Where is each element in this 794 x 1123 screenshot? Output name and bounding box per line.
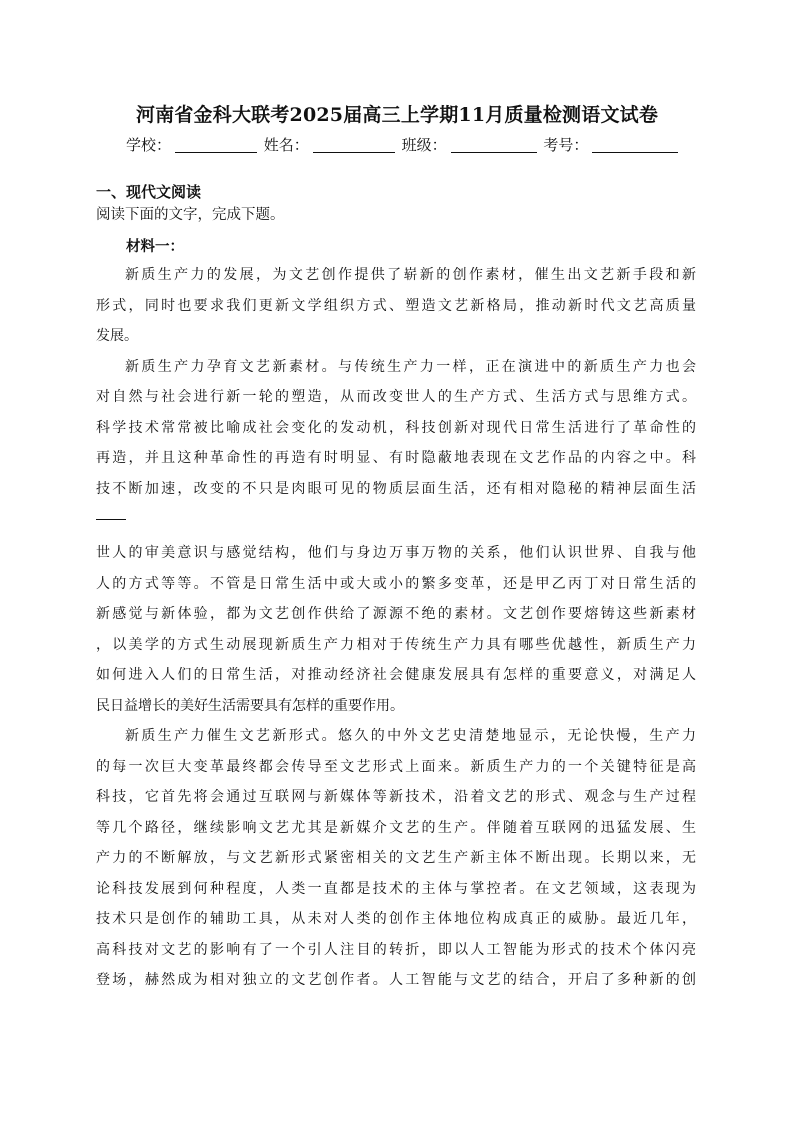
passage-line: 科学技术常常被比喻成社会变化的发动机，科技创新对现代日常生活进行了革命性的: [96, 419, 696, 436]
exam-title: 河南省金科大联考2025届高三上学期11月质量检测语文试卷: [135, 104, 659, 126]
passage-line: 形式，同时也要求我们更新文学组织方式、塑造文艺新格局，推动新时代文艺高质量: [96, 297, 696, 314]
em-dash-rule: [96, 519, 126, 520]
material-label: 材料一：: [126, 238, 184, 255]
exam-number-blank[interactable]: [592, 136, 678, 153]
em-dash-line: [96, 504, 696, 535]
class-blank[interactable]: [451, 136, 537, 153]
passage-line: 等几个路径，继续影响文艺尤其是新媒介文艺的生产。伴随着互联网的迅猛发展、生: [96, 819, 696, 836]
passage-line: 技术只是创作的辅助工具，从未对人类的创作主体地位构成真正的威胁。最近几年，: [96, 911, 696, 927]
name-label: 姓名：: [263, 136, 309, 154]
passage-line: 人的方式等等。不管是日常生活中或大或小的繁多变革，还是甲乙丙丁对日常生活的: [96, 575, 696, 592]
passage-block-2: [96, 538, 696, 996]
passage-line: 新质生产力的发展，为文艺创作提供了崭新的创作素材，催生出文艺新手段和新: [125, 267, 696, 283]
passage-line: 世人的审美意识与感觉结构，他们与身边万事万物的关系，他们认识世界、自我与他: [96, 545, 696, 561]
passage-line: 发展。: [96, 328, 138, 344]
exam-number-label: 考号：: [543, 136, 589, 154]
passage-block-1: [96, 260, 696, 535]
passage-line: 新质生产力催生文艺新形式。悠久的中外文艺史清楚地显示，无论快慢，生产力: [125, 728, 696, 744]
passage-line: 再造，并且这种革命性的再造有时明显、有时隐蔽地表现在文艺作品的内容之中。科: [96, 450, 696, 466]
passage-line: 如何进入人们的日常生活，对推动经济社会健康发展具有怎样的重要意义，对满足人: [96, 667, 696, 683]
passage-line: 的每一次巨大变革最终都会传导至文艺形式上面来。新质生产力的一个关键特征是高: [96, 758, 696, 775]
passage-line: 登场，赫然成为相对独立的文艺创作者。人工智能与文艺的结合，开启了多种新的创: [96, 972, 696, 988]
school-label: 学校：: [126, 136, 172, 154]
passage-line: 科技，它首先将会通过互联网与新媒体等新技术，沿着文艺的形式、观念与生产过程: [96, 789, 696, 805]
class-label: 班级：: [401, 136, 447, 154]
passage-line: 论科技发展到何种程度，人类一直都是技术的主体与掌控者。在文艺领域，这表现为: [96, 880, 696, 897]
name-blank[interactable]: [313, 136, 395, 153]
passage-line: 技不断加速，改变的不只是肉眼可见的物质层面生活，还有相对隐秘的精神层面生活: [96, 480, 696, 497]
passage-line: 高科技对文艺的影响有了一个引人注目的转折，即以人工智能为形式的技术个体闪亮: [96, 941, 696, 958]
passage-line: 新感觉与新体验，都为文艺创作供给了源源不绝的素材。文艺创作要熔铸这些新素材: [96, 606, 696, 622]
passage-line: 新质生产力孕育文艺新素材。与传统生产力一样，正在演进中的新质生产力也会: [125, 358, 696, 375]
passage-line: 民日益增长的美好生活需要具有怎样的重要作用。: [96, 697, 404, 714]
passage-line: 产力的不断解放，与文艺新形式紧密相关的文艺生产新主体不断出现。长期以来，无: [96, 850, 696, 866]
student-info-row: [126, 133, 680, 157]
school-blank[interactable]: [175, 136, 257, 153]
passage-line: ，以美学的方式生动展现新质生产力相对于传统生产力具有哪些优越性，新质生产力: [96, 636, 696, 653]
passage-line: 对自然与社会进行新一轮的塑造，从而改变世人的生产方式、生活方式与思维方式。: [96, 389, 696, 405]
reading-instruction: 阅读下面的文字，完成下题。: [96, 207, 285, 223]
section-heading: 一、现代文阅读: [96, 183, 202, 201]
